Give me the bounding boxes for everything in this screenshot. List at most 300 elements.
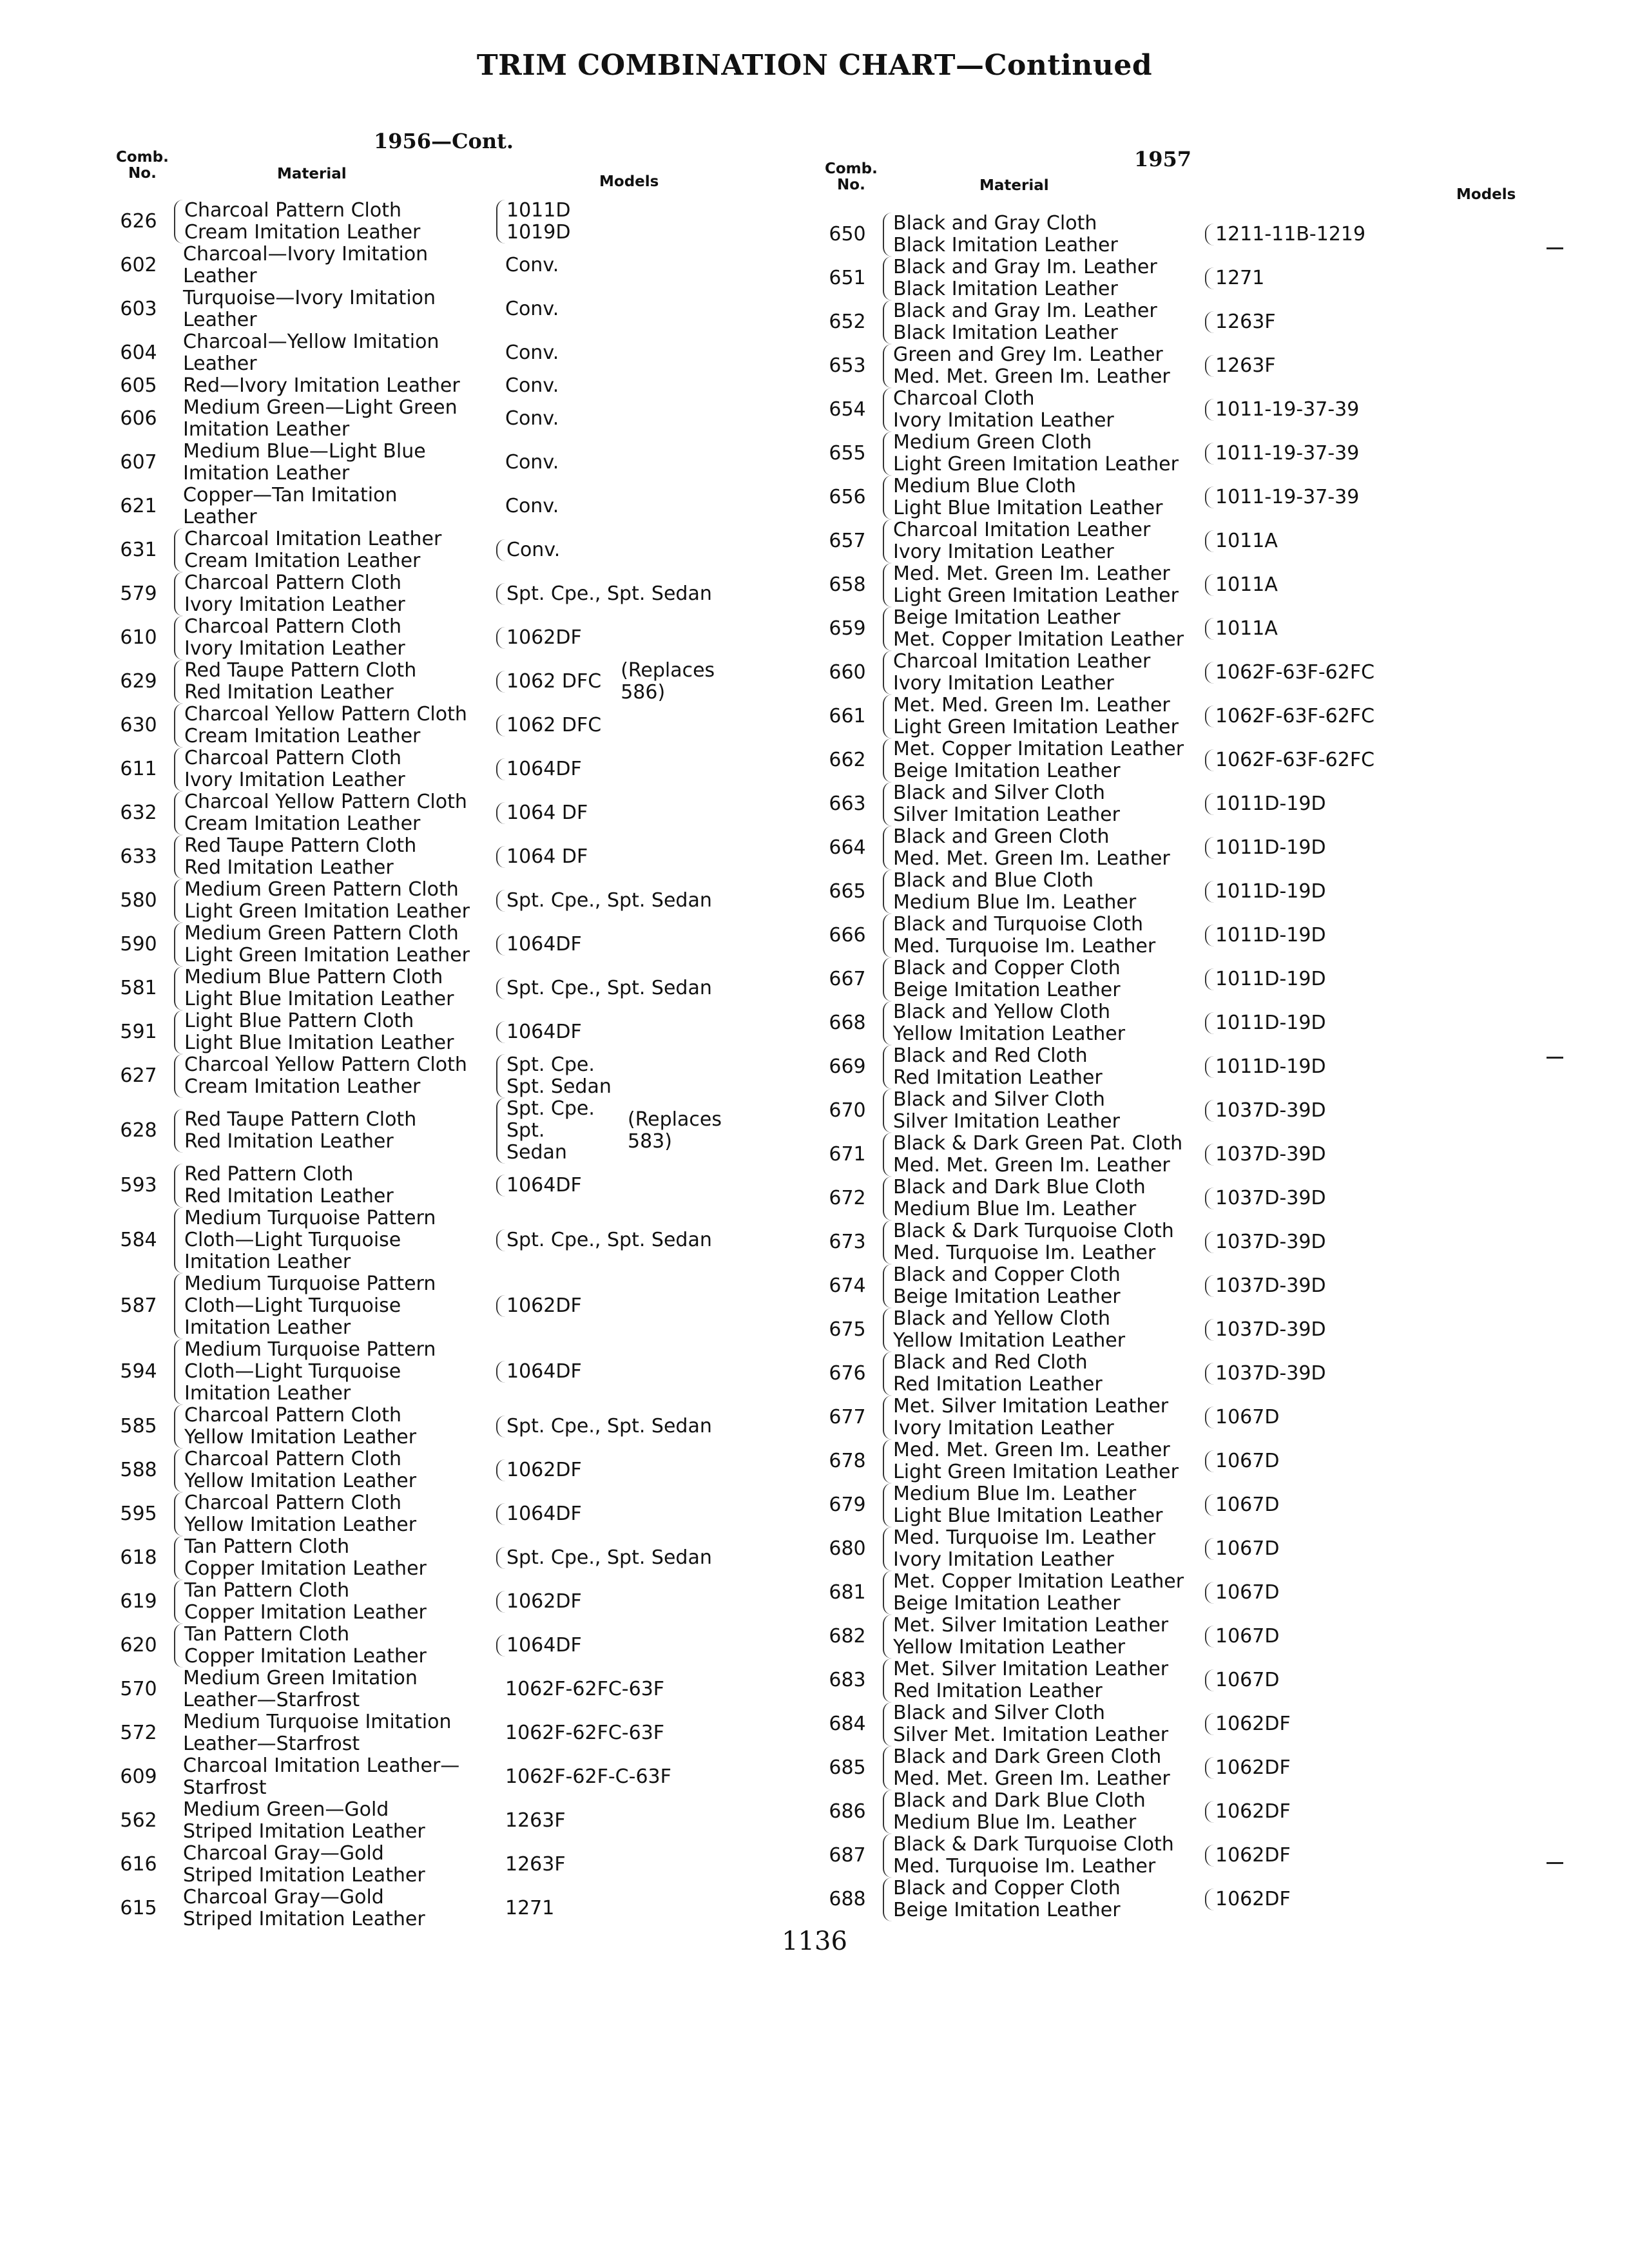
models: 1263F: [505, 1853, 566, 1876]
table-row: [103, 1405, 747, 1448]
table-row: [103, 1887, 747, 1930]
material: Med. Met. Green Im. Leather Light Green Imitation Leather: [883, 563, 1205, 607]
models-cell: [496, 1766, 722, 1788]
comb-no: 656: [829, 486, 866, 508]
models: 1062DF: [1205, 1845, 1291, 1867]
models: 1062DF: [496, 1295, 582, 1317]
models-cell: [496, 255, 722, 276]
comb-no: 591: [120, 1021, 157, 1043]
comb-no: 584: [120, 1229, 157, 1251]
models: 1011-19-37-39: [1205, 486, 1359, 508]
comb-no: 609: [120, 1765, 157, 1788]
models-cell: [496, 977, 722, 999]
comb-no: 606: [120, 407, 157, 430]
table-row: [103, 1339, 747, 1405]
models: 1011A: [1205, 574, 1278, 596]
header-models: Models: [1456, 186, 1516, 203]
material: Charcoal Pattern Cloth Yellow Imitation Leather: [174, 1448, 496, 1492]
comb-no: 664: [829, 836, 866, 859]
material: Met. Copper Imitation Leather Beige Imitation Leather: [883, 738, 1205, 782]
section-title-1957: 1957: [1134, 147, 1192, 171]
models: 1064DF: [496, 1503, 582, 1525]
header-material: Material: [979, 177, 1049, 194]
models: 1037D-39D: [1205, 1319, 1326, 1341]
comb-no: 659: [829, 617, 866, 640]
table-row: [812, 1439, 1572, 1483]
table-row: [103, 747, 747, 791]
models-cell: [496, 408, 722, 430]
models-cell: [496, 1295, 722, 1317]
comb-no: 580: [120, 889, 157, 912]
table-row: [812, 1878, 1572, 1921]
comb-no: 579: [120, 582, 157, 605]
table-row: [103, 616, 747, 660]
models-cell: [496, 627, 722, 649]
models: 1062DF: [1205, 1888, 1291, 1910]
comb-no: 604: [120, 341, 157, 364]
models: 1062DF: [496, 627, 582, 649]
material: Charcoal Pattern Cloth Ivory Imitation Leather: [174, 572, 496, 616]
material: Medium Blue Cloth Light Blue Imitation Leather: [883, 476, 1205, 519]
models-cell: [1205, 1407, 1482, 1428]
material: Black & Dark Turquoise Cloth Med. Turquoise Im. Leather: [883, 1220, 1205, 1264]
models-cell: [1205, 224, 1482, 245]
models-cell: [1205, 1626, 1482, 1648]
comb-no: 631: [120, 539, 157, 561]
table-row: [103, 1010, 747, 1054]
table-row: [812, 213, 1572, 256]
comb-no: 687: [829, 1844, 866, 1867]
material: Light Blue Pattern Cloth Light Blue Imitation Leather: [174, 1010, 496, 1054]
comb-no: 663: [829, 793, 866, 815]
comb-no: 657: [829, 530, 866, 552]
comb-no: 682: [829, 1625, 866, 1648]
comb-no: 650: [829, 223, 866, 245]
table-row: [103, 1536, 747, 1580]
material: Red Taupe Pattern Cloth Red Imitation Leather: [174, 835, 496, 879]
table-row: [812, 1571, 1572, 1615]
table-row: [812, 1220, 1572, 1264]
models-cell: [496, 342, 722, 364]
material: Charcoal Pattern Cloth Yellow Imitation Leather: [174, 1405, 496, 1448]
models: Spt. Cpe., Spt. Sedan: [496, 583, 712, 605]
models-cell: [496, 1229, 722, 1251]
comb-no: 684: [829, 1713, 866, 1735]
models-cell: [1205, 1538, 1482, 1560]
models: Spt. Cpe., Spt. Sedan: [496, 1229, 712, 1251]
table-row: [812, 1352, 1572, 1396]
table-row: [103, 1667, 747, 1711]
table-row: [812, 1834, 1572, 1878]
models-cell: [496, 660, 722, 704]
header-material: Material: [277, 166, 347, 182]
material: Med. Met. Green Im. Leather Light Green Imitation Leather: [883, 1439, 1205, 1483]
models: 1062F-63F-62FC: [1205, 662, 1374, 684]
models-cell: [1205, 1187, 1482, 1209]
models-cell: [496, 715, 722, 736]
table-row: [103, 1580, 747, 1624]
models: 1011D-19D: [1205, 1012, 1326, 1034]
comb-no: 669: [829, 1055, 866, 1078]
table-row: [103, 244, 747, 287]
material: Medium Green—Light Green Imitation Leather: [183, 396, 458, 441]
comb-no: 585: [120, 1415, 157, 1437]
comb-no: 628: [120, 1119, 157, 1142]
comb-no: 626: [120, 210, 157, 233]
comb-no: 632: [120, 802, 157, 824]
models: 1037D-39D: [1205, 1275, 1326, 1297]
material: Medium Blue Pattern Cloth Light Blue Imitation Leather: [174, 966, 496, 1010]
material: Black and Red Cloth Red Imitation Leather: [883, 1352, 1205, 1396]
material: Black and Yellow Cloth Yellow Imitation Leather: [883, 1001, 1205, 1045]
table-row: [812, 1615, 1572, 1658]
models-cell: [1205, 311, 1482, 333]
models-cell: [1205, 749, 1482, 771]
table-row: [812, 300, 1572, 344]
table-row: [103, 331, 747, 375]
table-row: [812, 782, 1572, 826]
models-cell: [496, 495, 722, 517]
table-row: [103, 528, 747, 572]
margin-mark: [1547, 1057, 1563, 1059]
models-cell: [1205, 706, 1482, 727]
models-cell: [496, 298, 722, 320]
models-cell: [1205, 530, 1482, 552]
material: Black and Copper Cloth Beige Imitation Leather: [883, 1264, 1205, 1308]
comb-no: 633: [120, 845, 157, 868]
material: Red Taupe Pattern Cloth Red Imitation Leather: [174, 1109, 496, 1153]
material: Black and Silver Cloth Silver Imitation Leather: [883, 1089, 1205, 1133]
models-cell: [496, 890, 722, 912]
models-cell: [1205, 1713, 1482, 1735]
models-cell: [1205, 1669, 1482, 1691]
comb-no: 661: [829, 705, 866, 727]
table-row: [103, 879, 747, 923]
models: 1263F: [1205, 311, 1276, 333]
models: 1011D-19D: [1205, 925, 1326, 947]
material: Med. Turquoise Im. Leather Ivory Imitation Leather: [883, 1527, 1205, 1571]
models: 1064DF: [496, 1361, 582, 1383]
material: Charcoal—Yellow Imitation Leather: [183, 331, 439, 375]
models: 1263F: [505, 1809, 566, 1832]
models-cell: [1205, 574, 1482, 596]
material: Charcoal Pattern Cloth Yellow Imitation Leather: [174, 1492, 496, 1536]
table-row: [103, 1448, 747, 1492]
models: 1037D-39D: [1205, 1187, 1326, 1209]
rows-1956: [103, 200, 747, 1930]
material: Black and Green Cloth Med. Met. Green Im. Leather: [883, 826, 1205, 870]
models: 1064 DF: [496, 846, 588, 868]
table-row: [103, 1799, 747, 1843]
material: Met. Silver Imitation Leather Yellow Imitation Leather: [883, 1615, 1205, 1658]
material: Charcoal Gray—Gold Striped Imitation Leather: [183, 1886, 425, 1930]
comb-no: 686: [829, 1800, 866, 1823]
comb-no: 607: [120, 451, 157, 474]
comb-no: 627: [120, 1064, 157, 1087]
models: Spt. Cpe., Spt. Sedan: [496, 890, 712, 912]
models: 1062 DFC: [496, 671, 601, 693]
material: Black and Silver Cloth Silver Met. Imitation Leather: [883, 1702, 1205, 1746]
table-row: [103, 660, 747, 704]
models-cell: [496, 1810, 722, 1832]
table-row: [812, 651, 1572, 695]
models: Spt. Cpe. Spt. Sedan: [496, 1054, 612, 1098]
comb-no: 666: [829, 924, 866, 947]
models: 1064DF: [496, 934, 582, 956]
models: 1011A: [1205, 618, 1278, 640]
models: 1211-11B-1219: [1205, 224, 1365, 245]
comb-no: 683: [829, 1669, 866, 1691]
models-cell: [1205, 1801, 1482, 1823]
material: Medium Green Pattern Cloth Light Green Imitation Leather: [174, 879, 496, 923]
comb-no: 594: [120, 1360, 157, 1383]
models-cell: [496, 1635, 722, 1657]
models: 1062F-62FC-63F: [505, 1722, 665, 1744]
comb-no: 595: [120, 1503, 157, 1525]
material: Medium Green Imitation Leather—Starfrost: [183, 1667, 418, 1711]
models-cell: [496, 758, 722, 780]
models: 1037D-39D: [1205, 1144, 1326, 1166]
comb-no: 587: [120, 1294, 157, 1317]
models-cell: [496, 1503, 722, 1525]
models: 1062F-63F-62FC: [1205, 706, 1374, 727]
material: Black & Dark Green Pat. Cloth Med. Met. Green Im. Leather: [883, 1133, 1205, 1177]
material: Met. Silver Imitation Leather Ivory Imitation Leather: [883, 1396, 1205, 1439]
models: 1067D: [1205, 1494, 1279, 1516]
comb-no: 588: [120, 1459, 157, 1481]
models-cell: [496, 934, 722, 956]
models-cell: [496, 1547, 722, 1569]
models-cell: [1205, 1757, 1482, 1779]
models-cell: [1205, 1144, 1482, 1166]
models: 1062F-62FC-63F: [505, 1678, 665, 1700]
models: 1011-19-37-39: [1205, 443, 1359, 465]
table-row: [103, 1711, 747, 1755]
models: 1011D-19D: [1205, 881, 1326, 903]
table-row: [812, 1177, 1572, 1220]
material: Medium Turquoise Pattern Cloth—Light Turquoise Imitation Leather: [174, 1339, 496, 1405]
material: Charcoal Imitation Leather Ivory Imitation Leather: [883, 651, 1205, 695]
models: 1062DF: [496, 1591, 582, 1613]
models-cell: [1205, 399, 1482, 421]
models: 1067D: [1205, 1407, 1279, 1428]
comb-no: 658: [829, 573, 866, 596]
models-cell: [1205, 1100, 1482, 1122]
material: Copper—Tan Imitation Leather: [183, 484, 398, 528]
table-row: [103, 1755, 747, 1799]
models: Spt. Cpe., Spt. Sedan: [496, 977, 712, 999]
models-cell: [496, 1591, 722, 1613]
models-cell: [496, 1098, 722, 1164]
models-cell: [1205, 443, 1482, 465]
models-cell: [496, 1175, 722, 1196]
comb-no: 670: [829, 1099, 866, 1122]
models-cell: [496, 802, 722, 824]
table-row: [103, 1164, 747, 1207]
table-row: [103, 923, 747, 966]
material: Red Taupe Pattern Cloth Red Imitation Leather: [174, 660, 496, 704]
models: 1067D: [1205, 1450, 1279, 1472]
comb-no: 676: [829, 1362, 866, 1385]
table-row: [812, 1045, 1572, 1089]
table-row: [103, 835, 747, 879]
models-cell: [1205, 1888, 1482, 1910]
material: Tan Pattern Cloth Copper Imitation Leather: [174, 1536, 496, 1580]
comb-no: 630: [120, 714, 157, 736]
models: 1263F: [1205, 355, 1276, 377]
page-title: TRIM COMBINATION CHART—Continued: [476, 49, 1153, 82]
rows-1957: [812, 213, 1572, 1921]
table-row: [103, 397, 747, 441]
table-row: [812, 870, 1572, 914]
models-cell: [1205, 968, 1482, 990]
models-cell: [1205, 267, 1482, 289]
models: 1062DF: [1205, 1801, 1291, 1823]
table-row: [812, 1001, 1572, 1045]
material: Medium Blue Im. Leather Light Blue Imitation Leather: [883, 1483, 1205, 1527]
material: Black & Dark Turquoise Cloth Med. Turquoise Im. Leather: [883, 1834, 1205, 1878]
comb-no: 616: [120, 1853, 157, 1876]
comb-no: 681: [829, 1581, 866, 1604]
comb-no: 679: [829, 1494, 866, 1516]
table-row: [812, 344, 1572, 388]
models-cell: [496, 375, 722, 397]
models: 1271: [1205, 267, 1264, 289]
comb-no: 652: [829, 311, 866, 333]
comb-no: 620: [120, 1634, 157, 1657]
models: 1067D: [1205, 1626, 1279, 1648]
models-cell: [1205, 925, 1482, 947]
comb-no: 678: [829, 1450, 866, 1472]
material: Tan Pattern Cloth Copper Imitation Leather: [174, 1624, 496, 1667]
material: Medium Turquoise Imitation Leather—Starfrost: [183, 1711, 452, 1755]
models: 1011D-19D: [1205, 837, 1326, 859]
margin-mark: [1547, 1862, 1563, 1864]
table-row: [812, 1483, 1572, 1527]
table-row: [103, 441, 747, 485]
models: Conv.: [505, 407, 559, 430]
material: Black and Dark Green Cloth Med. Met. Green Im. Leather: [883, 1746, 1205, 1790]
models-cell: [1205, 881, 1482, 903]
models-cell: [1205, 1582, 1482, 1604]
table-row: [812, 738, 1572, 782]
comb-no: 651: [829, 267, 866, 289]
models: Conv.: [496, 539, 560, 561]
models-cell: [1205, 1845, 1482, 1867]
material: Black and Yellow Cloth Yellow Imitation Leather: [883, 1308, 1205, 1352]
table-row: [103, 1054, 747, 1098]
material: Black and Red Cloth Red Imitation Leather: [883, 1045, 1205, 1089]
models: 1062DF: [1205, 1757, 1291, 1779]
models-cell: [496, 539, 722, 561]
models: 1064DF: [496, 1175, 582, 1196]
material: Black and Silver Cloth Silver Imitation Leather: [883, 782, 1205, 826]
table-row: [812, 695, 1572, 738]
table-row: [812, 1264, 1572, 1308]
models-cell: [496, 1416, 722, 1437]
material: Tan Pattern Cloth Copper Imitation Leather: [174, 1580, 496, 1624]
material: Red—Ivory Imitation Leather: [183, 374, 460, 397]
comb-no: 673: [829, 1231, 866, 1253]
models: 1011D-19D: [1205, 793, 1326, 815]
comb-no: 570: [120, 1678, 157, 1700]
table-row: [812, 957, 1572, 1001]
table-row: [103, 287, 747, 331]
material: Black and Gray Im. Leather Black Imitation Leather: [883, 300, 1205, 344]
models: 1011D 1019D: [496, 200, 570, 244]
models-cell: [1205, 618, 1482, 640]
comb-no: 665: [829, 880, 866, 903]
material: Turquoise—Ivory Imitation Leather: [183, 287, 436, 331]
models: 1062DF: [496, 1459, 582, 1481]
comb-no: 562: [120, 1809, 157, 1832]
models-cell: [1205, 1319, 1482, 1341]
models: Conv.: [505, 374, 559, 397]
material: Met. Copper Imitation Leather Beige Imitation Leather: [883, 1571, 1205, 1615]
comb-no: 662: [829, 749, 866, 771]
table-row: [812, 1746, 1572, 1790]
models: 1062DF: [1205, 1713, 1291, 1735]
material: Charcoal Imitation Leather Cream Imitation Leather: [174, 528, 496, 572]
models: Conv.: [505, 495, 559, 517]
models: Spt. Cpe. Spt. Sedan: [496, 1098, 608, 1164]
models: 1067D: [1205, 1582, 1279, 1604]
models-cell: [496, 1854, 722, 1876]
models: 1011-19-37-39: [1205, 399, 1359, 421]
comb-no: 572: [120, 1722, 157, 1744]
models: 1067D: [1205, 1669, 1279, 1691]
models: 1067D: [1205, 1538, 1279, 1560]
table-row: [103, 704, 747, 747]
material: Black and Gray Im. Leather Black Imitation Leather: [883, 256, 1205, 300]
models-cell: [496, 1361, 722, 1383]
comb-no: 671: [829, 1143, 866, 1166]
material: Charcoal Imitation Leather Ivory Imitation Leather: [883, 519, 1205, 563]
comb-no: 667: [829, 968, 866, 990]
material: Met. Silver Imitation Leather Red Imitation Leather: [883, 1658, 1205, 1702]
header-comb-no: Comb. No.: [116, 149, 169, 182]
models: 1064DF: [496, 1021, 582, 1043]
material: Charcoal Yellow Pattern Cloth Cream Imitation Leather: [174, 791, 496, 835]
models: 1064 DF: [496, 802, 588, 824]
models: 1037D-39D: [1205, 1100, 1326, 1122]
replaces-note: (Replaces 583): [627, 1108, 722, 1153]
table-row: [103, 1624, 747, 1667]
models-cell: [1205, 837, 1482, 859]
material: Charcoal Pattern Cloth Ivory Imitation Leather: [174, 747, 496, 791]
material: Medium Green—Gold Striped Imitation Leather: [183, 1798, 425, 1843]
material: Green and Grey Im. Leather Med. Met. Green Im. Leather: [883, 344, 1205, 388]
models-cell: [496, 1722, 722, 1744]
comb-no: 611: [120, 758, 157, 780]
models: Conv.: [505, 298, 559, 320]
material: Medium Blue—Light Blue Imitation Leather: [183, 440, 426, 485]
models-cell: [496, 1459, 722, 1481]
models-cell: [1205, 355, 1482, 377]
material: Red Pattern Cloth Red Imitation Leather: [174, 1164, 496, 1207]
models: 1037D-39D: [1205, 1231, 1326, 1253]
comb-no: 590: [120, 933, 157, 956]
material: Medium Turquoise Pattern Cloth—Light Turquoise Imitation Leather: [174, 1207, 496, 1273]
models: 1011D-19D: [1205, 1056, 1326, 1078]
header-models: Models: [599, 173, 659, 190]
table-row: [812, 1089, 1572, 1133]
models-cell: [1205, 1231, 1482, 1253]
material: Medium Green Pattern Cloth Light Green Imitation Leather: [174, 923, 496, 966]
comb-no: 653: [829, 354, 866, 377]
models: 1064DF: [496, 758, 582, 780]
material: Black and Copper Cloth Beige Imitation Leather: [883, 1878, 1205, 1921]
